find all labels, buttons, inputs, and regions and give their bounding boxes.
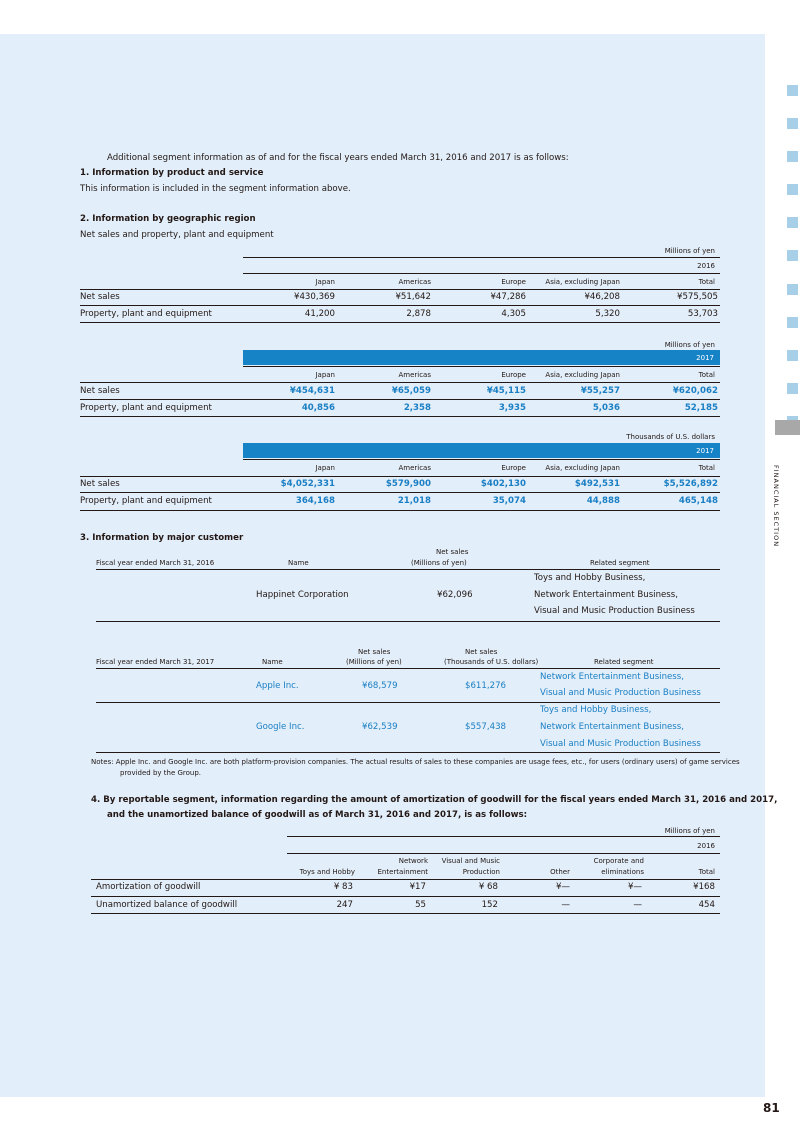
col-seg: Related segment xyxy=(590,559,650,567)
col-americas: Americas xyxy=(398,371,431,379)
col-japan: Japan xyxy=(315,371,335,379)
nav-marker xyxy=(787,217,798,228)
nav-marker xyxy=(787,250,798,261)
cell: ¥47,286 xyxy=(490,292,526,302)
rule xyxy=(243,459,720,460)
segment: Toys and Hobby Business, xyxy=(534,573,646,583)
cell: 454 xyxy=(698,900,715,910)
col-head: Total xyxy=(698,868,715,876)
row-label: Amortization of goodwill xyxy=(96,882,201,892)
col-americas: Americas xyxy=(398,278,431,286)
cell: — xyxy=(633,900,642,910)
intro-text: Additional segment information as of and for the fiscal years ended March 31, 2016 and 2017 is as follows: xyxy=(107,153,569,163)
col-usd-unit: (Thousands of U.S. dollars) xyxy=(444,658,539,666)
col-asia: Asia, excluding Japan xyxy=(545,464,620,472)
col-head: eliminations xyxy=(601,868,644,876)
nav-marker xyxy=(787,350,798,361)
col-yen-unit: (Millions of yen) xyxy=(346,658,402,666)
col-total: Total xyxy=(698,278,715,286)
cell: ¥55,257 xyxy=(580,386,620,396)
cell: $402,130 xyxy=(480,479,526,489)
cell: ¥430,369 xyxy=(293,292,335,302)
cell: 247 xyxy=(336,900,353,910)
cell: 4,305 xyxy=(501,309,526,319)
cell: $4,052,331 xyxy=(280,479,335,489)
rule xyxy=(91,879,720,880)
col-europe: Europe xyxy=(501,464,526,472)
rule xyxy=(96,668,720,669)
cell: 40,856 xyxy=(301,403,335,413)
cell: 152 xyxy=(481,900,498,910)
rule xyxy=(91,913,720,914)
col-americas: Americas xyxy=(398,464,431,472)
cell: ¥46,208 xyxy=(584,292,620,302)
cell: ¥454,631 xyxy=(289,386,335,396)
rule xyxy=(287,836,720,837)
rule xyxy=(80,476,720,477)
rule xyxy=(243,366,720,367)
customer-usd: $611,276 xyxy=(465,681,507,691)
sec1-text: This information is included in the segment information above. xyxy=(80,184,351,194)
col-seg: Related segment xyxy=(594,658,654,666)
rule xyxy=(80,322,720,323)
row-label: Net sales xyxy=(80,386,120,396)
customer-name: Happinet Corporation xyxy=(256,590,349,600)
col-asia: Asia, excluding Japan xyxy=(545,371,620,379)
rule xyxy=(80,510,720,511)
cell: 5,320 xyxy=(595,309,620,319)
cell: 2,878 xyxy=(406,309,431,319)
cell: 44,888 xyxy=(586,496,620,506)
col-name: Name xyxy=(262,658,283,666)
t2017-year: 2017 xyxy=(696,354,714,362)
cell: 5,036 xyxy=(592,403,620,413)
col-head: Other xyxy=(550,868,570,876)
col-sales: Net sales xyxy=(436,548,469,556)
cell: 41,200 xyxy=(304,309,335,319)
col-head: Corporate and xyxy=(593,857,644,865)
cell: $492,531 xyxy=(574,479,620,489)
sec2-heading: 2. Information by geographic region xyxy=(80,214,256,224)
notes-line2: provided by the Group. xyxy=(120,769,202,777)
t2016-year: 2016 xyxy=(697,262,715,270)
side-label: FINANCIAL SECTION xyxy=(772,465,780,548)
cell: ¥45,115 xyxy=(486,386,526,396)
col-usd: Net sales xyxy=(465,648,498,656)
col-head: Entertainment xyxy=(377,868,428,876)
t2017-unit: Millions of yen xyxy=(664,341,715,349)
segment: Network Entertainment Business, xyxy=(540,672,684,682)
col-europe: Europe xyxy=(501,371,526,379)
customer-yen: ¥68,579 xyxy=(362,681,398,691)
customer-name: Apple Inc. xyxy=(256,681,299,691)
rule xyxy=(91,896,720,897)
nav-marker xyxy=(787,184,798,195)
rule xyxy=(96,752,720,753)
segment: Visual and Music Production Business xyxy=(534,606,695,616)
cell: $579,900 xyxy=(385,479,431,489)
t2017usd-year: 2017 xyxy=(696,447,714,455)
col-total: Total xyxy=(698,464,715,472)
rule xyxy=(96,702,720,703)
cell: ¥ 68 xyxy=(478,882,498,892)
row-label: Unamortized balance of goodwill xyxy=(96,900,238,910)
rule xyxy=(80,416,720,417)
cell: ¥— xyxy=(627,882,642,892)
cell: ¥ 83 xyxy=(333,882,353,892)
row-label: Property, plant and equipment xyxy=(80,496,212,506)
segment: Network Entertainment Business, xyxy=(540,722,684,732)
sec4-heading-1: 4. By reportable segment, information regarding the amount of amortization of goodwill for the fiscal years ended March 31, 2016 and 2017, xyxy=(91,795,778,805)
col-total: Total xyxy=(698,371,715,379)
cell: ¥51,642 xyxy=(395,292,431,302)
nav-marker xyxy=(787,151,798,162)
page-number: 81 xyxy=(763,1101,780,1115)
segment: Visual and Music Production Business xyxy=(540,739,701,749)
section-tab xyxy=(775,420,800,435)
nav-marker xyxy=(787,284,798,295)
year-bar xyxy=(243,443,720,458)
sec4-unit: Millions of yen xyxy=(664,827,715,835)
sec2-subheading: Net sales and property, plant and equipment xyxy=(80,230,274,240)
row-label: Property, plant and equipment xyxy=(80,403,212,413)
cell: ¥65,059 xyxy=(391,386,431,396)
cell: 55 xyxy=(415,900,426,910)
col-japan: Japan xyxy=(315,278,335,286)
rule xyxy=(243,273,720,274)
cell: ¥— xyxy=(555,882,570,892)
nav-marker xyxy=(787,317,798,328)
row-label: Property, plant and equipment xyxy=(80,309,212,319)
t2017usd-unit: Thousands of U.S. dollars xyxy=(626,433,715,441)
rule xyxy=(80,382,720,383)
col-sales-unit: (Millions of yen) xyxy=(411,559,467,567)
cell: ¥168 xyxy=(693,882,715,892)
cell: 35,074 xyxy=(492,496,526,506)
year-bar xyxy=(243,350,720,365)
rule xyxy=(287,853,720,854)
cell: 364,168 xyxy=(295,496,335,506)
col-head: Visual and Music xyxy=(441,857,500,865)
segment: Toys and Hobby Business, xyxy=(540,705,652,715)
col-japan: Japan xyxy=(315,464,335,472)
cell: ¥17 xyxy=(409,882,426,892)
segment: Network Entertainment Business, xyxy=(534,590,678,600)
sec3-heading: 3. Information by major customer xyxy=(80,533,244,543)
col-head: Toys and Hobby xyxy=(299,868,355,876)
col-head: Network xyxy=(398,857,428,865)
row-label: Net sales xyxy=(80,292,120,302)
sec1-heading: 1. Information by product and service xyxy=(80,168,264,178)
customer-yen: ¥62,539 xyxy=(362,722,398,732)
rule xyxy=(96,569,720,570)
cell: 53,703 xyxy=(687,309,718,319)
cell: 21,018 xyxy=(397,496,431,506)
col-fy: Fiscal year ended March 31, 2016 xyxy=(96,559,215,567)
cell: 52,185 xyxy=(684,403,718,413)
cell: ¥620,062 xyxy=(672,386,718,396)
col-head: Production xyxy=(462,868,500,876)
rule xyxy=(80,492,720,493)
rule xyxy=(80,305,720,306)
segment: Visual and Music Production Business xyxy=(540,688,701,698)
sec4-year: 2016 xyxy=(697,842,715,850)
row-label: Net sales xyxy=(80,479,120,489)
rule xyxy=(96,621,720,622)
customer-sales: ¥62,096 xyxy=(437,590,473,600)
col-fy: Fiscal year ended March 31, 2017 xyxy=(96,658,215,666)
cell: 3,935 xyxy=(498,403,526,413)
nav-marker xyxy=(787,85,798,96)
rule xyxy=(243,257,720,258)
rule xyxy=(80,399,720,400)
notes-line1: Notes: Apple Inc. and Google Inc. are both platform-provision companies. The actual results of sales to these companies are usage fees, etc., for users (ordinary users) of game services xyxy=(91,758,740,766)
cell: $5,526,892 xyxy=(663,479,718,489)
t2016-unit: Millions of yen xyxy=(664,247,715,255)
col-name: Name xyxy=(288,559,309,567)
col-asia: Asia, excluding Japan xyxy=(545,278,620,286)
rule xyxy=(80,289,720,290)
cell: — xyxy=(561,900,570,910)
cell: 2,358 xyxy=(403,403,431,413)
nav-marker xyxy=(787,118,798,129)
customer-name: Google Inc. xyxy=(256,722,305,732)
cell: ¥575,505 xyxy=(676,292,718,302)
col-europe: Europe xyxy=(501,278,526,286)
sec4-heading-2: and the unamortized balance of goodwill as of March 31, 2016 and 2017, is as follows: xyxy=(107,810,528,820)
cell: 465,148 xyxy=(678,496,718,506)
customer-usd: $557,438 xyxy=(465,722,507,732)
nav-marker xyxy=(787,383,798,394)
col-yen: Net sales xyxy=(358,648,391,656)
